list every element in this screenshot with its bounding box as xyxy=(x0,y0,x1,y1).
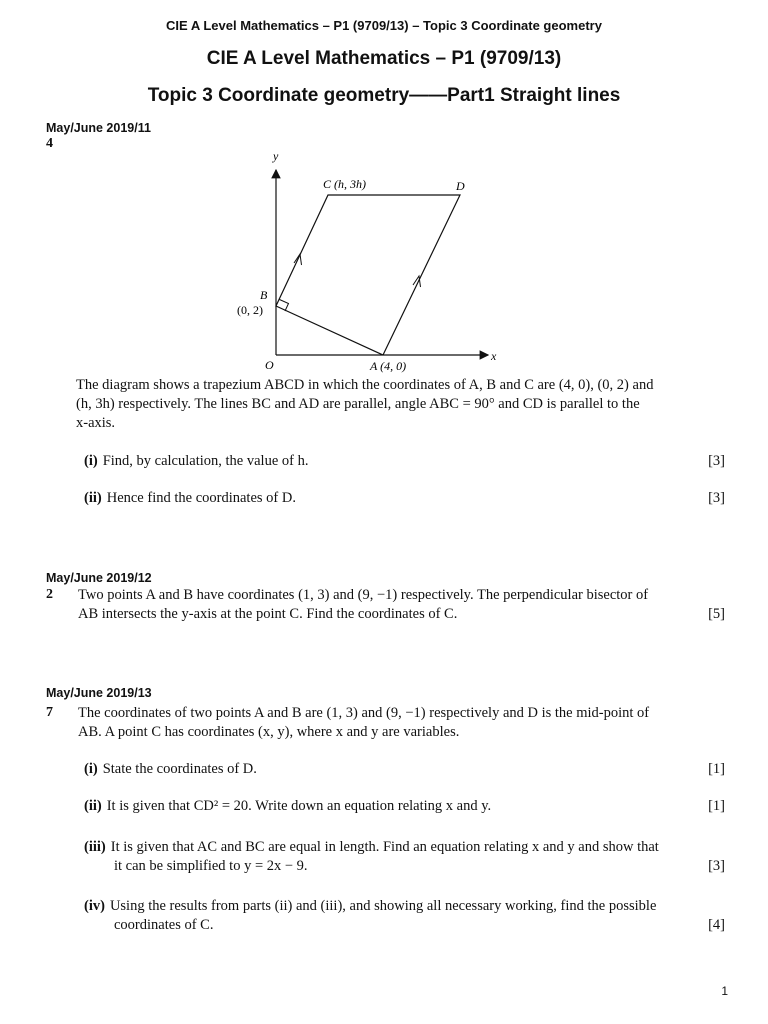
point-a-label: A (4, 0) xyxy=(370,359,407,373)
question-1-intro xyxy=(76,376,726,433)
question-2-last-line xyxy=(78,605,725,624)
question-1-session: May/June 2019/11 xyxy=(46,121,151,135)
question-3-part-iv xyxy=(84,897,725,935)
question-1-number: 4 xyxy=(46,136,53,151)
part-text: It is given that AC and BC are equal in length. Find an equation relating x and y and show that xyxy=(110,839,659,855)
question-3-part-iii xyxy=(84,838,725,876)
part-marks: [3] xyxy=(708,858,725,874)
part-text-continued: coordinates of C. xyxy=(114,917,214,933)
question-1-part-ii xyxy=(84,489,725,508)
part-label: (iii) xyxy=(84,839,106,855)
origin-label: O xyxy=(265,358,274,372)
part-label: (i) xyxy=(84,453,98,469)
page-number: 1 xyxy=(721,984,728,998)
question-2-line: Two points A and B have coordinates (1, 3) and (9, −1) respectively. The perpendicular bisector of xyxy=(78,587,649,603)
trapezium-outline xyxy=(276,195,460,355)
part-text: Using the results from parts (ii) and (iii), and showing all necessary working, find the possible xyxy=(109,898,657,914)
x-axis-label: x xyxy=(491,349,497,363)
question-3-session: May/June 2019/13 xyxy=(46,686,152,700)
point-b-label: B xyxy=(260,288,268,302)
part-label: (ii) xyxy=(84,798,102,814)
point-d-label: D xyxy=(456,179,465,193)
question-2-text xyxy=(78,586,725,624)
part-text: Find, by calculation, the value of h. xyxy=(102,453,309,469)
part-label: (i) xyxy=(84,761,98,777)
part-text: Hence find the coordinates of D. xyxy=(106,490,296,506)
question-2-line: AB intersects the y-axis at the point C. Find the coordinates of C. xyxy=(78,606,458,622)
question-1-intro-line: (h, 3h) respectively. The lines BC and AD are parallel, angle ABC = 90° and CD is parallel to the xyxy=(76,396,640,412)
part-marks: [3] xyxy=(708,490,725,506)
running-header: CIE A Level Mathematics – P1 (9709/13) – Topic 3 Coordinate geometry xyxy=(166,18,602,33)
question-3-line: The coordinates of two points A and B are (1, 3) and (9, −1) respectively and D is the mid-point of xyxy=(78,705,650,721)
question-2-marks: [5] xyxy=(708,606,725,622)
point-c-label: C (h, 3h) xyxy=(323,177,366,191)
question-2-session: May/June 2019/12 xyxy=(46,571,152,585)
question-3-part-i xyxy=(84,760,725,779)
question-3-line: AB. A point C has coordinates (x, y), where x and y are variables. xyxy=(78,724,460,740)
y-axis-label: y xyxy=(273,150,279,163)
part-text: It is given that CD² = 20. Write down an equation relating x and y. xyxy=(106,798,492,814)
part-label: (ii) xyxy=(84,490,102,506)
question-1-part-i xyxy=(84,452,725,471)
page-subtitle: Topic 3 Coordinate geometry——Part1 Straight lines xyxy=(147,85,621,106)
part-text: State the coordinates of D. xyxy=(102,761,257,777)
page-title: CIE A Level Mathematics – P1 (9709/13) xyxy=(206,48,562,69)
question-3-part-ii xyxy=(84,797,725,816)
question-2-number: 2 xyxy=(46,587,53,602)
part-text-continued: it can be simplified to y = 2x − 9. xyxy=(114,858,308,874)
part-marks: [1] xyxy=(708,798,725,814)
part-marks: [1] xyxy=(708,761,725,777)
question-3-text xyxy=(78,704,725,742)
question-3-number: 7 xyxy=(46,705,53,720)
question-1-intro-line: x-axis. xyxy=(76,415,116,431)
question-1-intro-line: The diagram shows a trapezium ABCD in which the coordinates of A, B and C are (4, 0), (0, 2) and xyxy=(76,377,654,393)
point-b-coords: (0, 2) xyxy=(237,303,263,317)
part-marks: [4] xyxy=(708,917,725,933)
part-label: (iv) xyxy=(84,898,105,914)
part-marks: [3] xyxy=(708,453,725,469)
trapezium-diagram xyxy=(220,150,520,375)
